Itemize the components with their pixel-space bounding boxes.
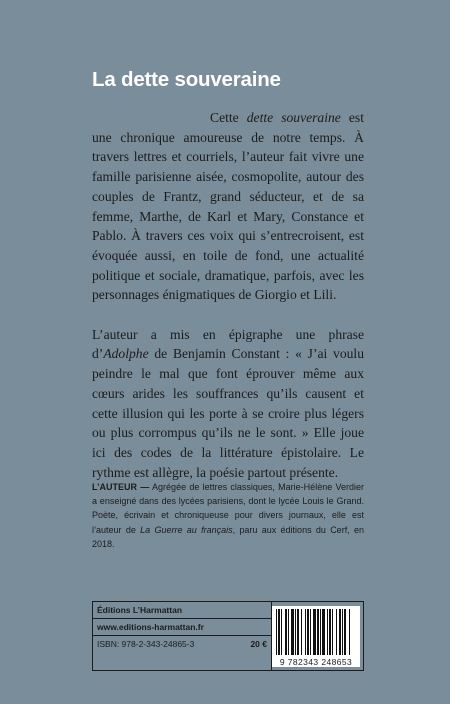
- author-label: L’AUTEUR —: [92, 482, 150, 492]
- para2-rest: de Benjamin Constant : « J’ai voulu peindre le mal que font éprouver même aux cœurs arides les souffrances qu’ils causent et cette illusion qui les porte à se croire plus légers ou plus corrompus qu’ils ne le sont. » Elle joue ici des codes de la littérature épistolaire. Le rythme est allègre, la poésie partout présente.: [92, 346, 364, 480]
- para1-lead: Cette: [210, 110, 247, 125]
- barcode-bar: [349, 609, 350, 655]
- barcode-bar: [313, 609, 316, 655]
- barcode: [272, 606, 360, 664]
- synopsis-paragraph-2: [92, 325, 364, 483]
- barcode-bar: [320, 609, 321, 655]
- synopsis-paragraph-1: [92, 108, 364, 305]
- barcode-bar: [301, 609, 302, 655]
- barcode-bar: [336, 609, 337, 655]
- barcode-bar: [344, 609, 346, 655]
- barcode-bar: [307, 609, 309, 655]
- para2-italic: Adolphe: [103, 346, 149, 362]
- barcode-number: 9 782343 248653: [272, 657, 360, 667]
- barcode-bar: [291, 609, 294, 655]
- barcode-bar: [339, 609, 341, 655]
- barcode-bar: [322, 609, 325, 655]
- barcode-bar: [329, 609, 331, 655]
- para1-italic: dette souveraine: [246, 110, 341, 125]
- barcode-bar: [310, 609, 311, 655]
- author-text: Agrégée de lettres classiques, Marie-Hélène Verdier a enseigné dans des lycées parisiens, dont le lycée Louis le Grand. Poète, écrivain et chroniqueuse pour divers journaux, elle est l’auteur de: [92, 482, 364, 535]
- publisher-box: [92, 601, 364, 671]
- author-book-title: La Guerre au français: [140, 524, 233, 535]
- barcode-bar: [327, 609, 328, 655]
- barcode-bar: [281, 609, 282, 655]
- barcode-bar: [295, 609, 296, 655]
- barcode-bar: [285, 609, 287, 655]
- barcode-bars: [272, 606, 360, 658]
- publisher-name: Éditions L’Harmattan: [93, 602, 271, 619]
- barcode-bar: [305, 609, 306, 655]
- para2-lead: L’auteur a mis en épigraphe une phrase d’: [92, 326, 364, 362]
- book-title: La dette souveraine: [92, 68, 281, 91]
- barcode-bar: [297, 609, 299, 655]
- isbn: ISBN: 978-2-343-24865-3: [97, 639, 195, 649]
- publisher-website: www.editions-harmattan.fr: [93, 619, 271, 636]
- barcode-bar: [317, 609, 319, 655]
- para1-rest: est une chronique amoureuse de notre temps. À travers lettres et courriels, l’auteur fait vivre une famille parisienne aisée, cosmopolite, autour des couples de Frantz, grand séducteur, et de sa femme, Marthe, de Karl et Mary, Constance et Pablo. À travers ces voix qui s’entrecroisent, est évoquée aussi, en toile de fond, une actualité politique et sociale, dramatique, parfois, avec les personnages énigmatiques de Giorgio et Lili.: [92, 110, 364, 303]
- barcode-bar: [342, 609, 343, 655]
- price: 20 €: [250, 639, 267, 649]
- synopsis: [92, 108, 364, 482]
- author-bio: [92, 480, 364, 551]
- isbn-row: [93, 636, 271, 653]
- barcode-bar: [332, 609, 333, 655]
- author-tail: , paru aux éditions du Cerf, en 2018.: [92, 524, 365, 549]
- barcode-bar: [278, 609, 280, 655]
- barcode-bar: [276, 609, 277, 655]
- barcode-bar: [288, 609, 289, 655]
